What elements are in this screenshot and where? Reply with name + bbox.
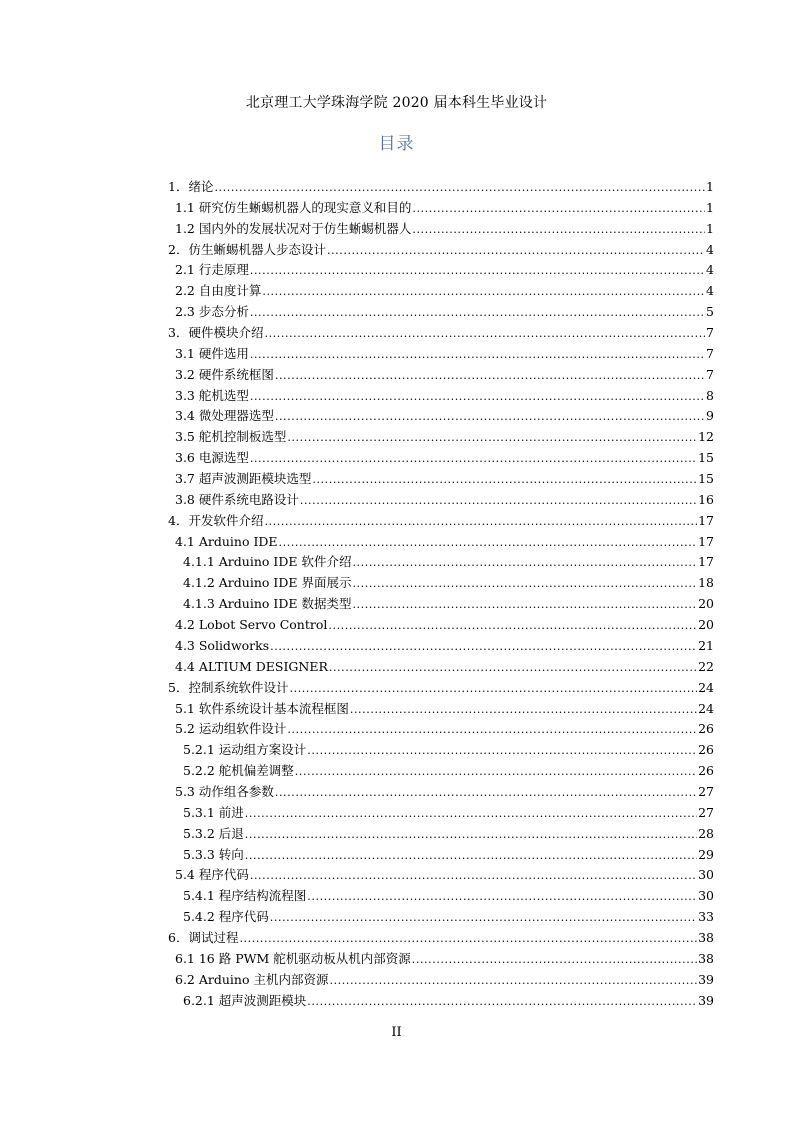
toc-entry[interactable] [183,552,714,572]
toc-entry-page: 22 [698,658,714,674]
toc-entry[interactable] [175,260,714,280]
toc-entry-page: 21 [698,637,714,653]
toc-entry-title: 5.2 运动组软件设计 [175,721,287,737]
toc-entry-page: 5 [706,304,714,320]
toc-dot-leader [328,616,697,636]
toc-entry[interactable] [175,970,714,990]
toc-entry-page: 12 [698,429,714,445]
toc-entry-page: 20 [698,596,714,612]
toc-entry-page: 26 [698,763,714,779]
toc-entry[interactable] [183,991,714,1011]
toc-dot-leader [287,720,697,740]
toc-entry-page: 20 [698,617,714,633]
toc-entry[interactable] [175,615,714,635]
toc-entry-page: 1 [706,199,714,215]
toc-dot-leader [275,407,705,427]
toc-entry[interactable] [175,469,714,489]
toc-entry-title: 6.2 Arduino 主机内部资源 [175,971,329,987]
toc-entry-page: 39 [698,992,714,1008]
toc-entry-page: 27 [698,804,714,820]
toc-entry-page: 24 [698,679,714,695]
toc-dot-leader [412,220,705,240]
toc-dot-leader [329,658,697,678]
toc-entry[interactable] [183,907,714,927]
toc-entry-page: 7 [706,366,714,382]
toc-dot-leader [412,950,697,970]
toc-dot-leader [312,470,697,490]
toc-entry-title: 1.1 研究仿生蜥蜴机器人的现实意义和目的 [175,199,412,215]
toc-dot-leader [307,887,697,907]
toc-entry[interactable] [175,532,714,552]
toc-entry-page: 26 [698,721,714,737]
toc-entry[interactable] [175,302,714,322]
toc-entry-title: 5.3 动作组各参数 [175,783,274,799]
toc-entry[interactable] [175,406,714,426]
toc-entry-page: 27 [698,783,714,799]
toc-dot-leader [250,261,705,281]
toc-dot-leader [329,971,697,991]
toc-entry[interactable] [183,824,714,844]
toc-entry-page: 15 [698,450,714,466]
toc-entry[interactable] [175,386,714,406]
toc-dot-leader [245,825,697,845]
toc-entry-title: 6．调试过程 [168,929,239,945]
page-title: 目录 [378,134,415,154]
toc-entry-page: 24 [698,700,714,716]
toc-entry-title: 5.3.1 前进 [183,804,244,820]
toc-entry-page: 17 [698,554,714,570]
toc-dot-leader [239,929,697,949]
toc-entry-title: 5．控制系统软件设计 [168,679,289,695]
toc-entry[interactable] [175,198,714,218]
toc-dot-leader [250,387,705,407]
toc-dot-leader [250,303,705,323]
toc-entry[interactable] [175,448,714,468]
toc-entry-title: 4.3 Solidworks [175,637,270,653]
toc-dot-leader [352,595,697,615]
toc-entry-title: 4.4 ALTIUM DESIGNER [175,658,328,674]
toc-dot-leader [250,345,705,365]
toc-entry-title: 5.4.1 程序结构流程图 [183,888,307,904]
toc-entry-title: 3.3 舵机选型 [175,387,249,403]
toc-entry-page: 30 [698,888,714,904]
page-header: 北京理工大学珠海学院 2020 届本科生毕业设计 [245,95,548,111]
toc-entry[interactable] [168,928,714,948]
toc-entry-title: 4.1.2 Arduino IDE 界面展示 [183,575,352,591]
toc-entry[interactable] [175,281,714,301]
toc-entry-page: 17 [698,512,714,528]
toc-dot-leader [289,679,697,699]
toc-entry-title: 1.2 国内外的发展状况对于仿生蜥蜴机器人 [175,220,412,236]
toc-entry[interactable] [175,782,714,802]
toc-entry-page: 29 [698,846,714,862]
toc-dot-leader [275,366,705,386]
toc-entry-title: 6.1 16 路 PWM 舵机驱动板从机内部资源 [175,950,411,966]
toc-dot-leader [350,700,697,720]
toc-dot-leader [214,178,705,198]
toc-dot-leader [307,741,697,761]
toc-dot-leader [262,282,705,302]
toc-entry[interactable] [175,365,714,385]
toc-entry-page: 4 [706,241,714,257]
toc-entry[interactable] [175,865,714,885]
toc-dot-leader [270,908,697,928]
toc-dot-leader [412,199,705,219]
toc-entry-title: 4.1.1 Arduino IDE 软件介绍 [183,554,352,570]
toc-entry-title: 5.3.2 后退 [183,825,244,841]
toc-dot-leader [245,804,697,824]
toc-entry[interactable] [168,511,714,531]
toc-entry-title: 4.1.3 Arduino IDE 数据类型 [183,596,352,612]
toc-dot-leader [250,449,697,469]
toc-dot-leader [250,866,697,886]
toc-entry-page: 38 [698,950,714,966]
toc-entry[interactable] [183,740,714,760]
toc-entry[interactable] [168,240,714,260]
toc-entry[interactable] [175,219,714,239]
toc-entry-title: 2．仿生蜥蜴机器人步态设计 [168,241,326,257]
toc-entry-page: 9 [706,408,714,424]
toc-dot-leader [295,762,697,782]
toc-entry[interactable] [183,845,714,865]
toc-entry-title: 5.2.1 运动组方案设计 [183,742,307,758]
toc-entry-page: 1 [706,220,714,236]
toc-entry-page: 28 [698,825,714,841]
toc-entry-title: 3.1 硬件选用 [175,345,249,361]
toc-entry-page: 15 [698,471,714,487]
toc-entry-title: 4.2 Lobot Servo Control [175,617,328,633]
toc-entry-title: 6.2.1 超声波测距模块 [183,992,307,1008]
toc-entry[interactable] [175,490,714,510]
toc-entry-page: 16 [698,491,714,507]
toc-entry-page: 30 [698,867,714,883]
toc-entry-page: 18 [698,575,714,591]
toc-dot-leader [264,512,697,532]
toc-dot-leader [352,574,697,594]
toc-dot-leader [352,553,697,573]
toc-dot-leader [279,533,698,553]
toc-entry-title: 4.1 Arduino IDE [175,533,278,549]
toc-entry[interactable] [183,886,714,906]
toc-entry-title: 3.7 超声波测距模块选型 [175,471,312,487]
toc-entry-page: 1 [706,179,714,194]
toc-entry-title: 1．绪论 [168,179,214,194]
toc-entry-page: 33 [698,909,714,925]
toc-entry-title: 5.4 程序代码 [175,867,249,883]
toc-entry[interactable] [175,719,714,739]
page-number: II [391,1025,402,1040]
toc-entry-page: 17 [698,533,714,549]
toc-entry[interactable] [175,636,714,656]
toc-entry[interactable] [175,699,714,719]
toc-entry[interactable] [175,344,714,364]
toc-entry[interactable] [183,594,714,614]
toc-entry-page: 7 [706,345,714,361]
toc-entry-title: 5.1 软件系统设计基本流程框图 [175,700,349,716]
toc-entry[interactable] [175,949,714,969]
toc-entry-title: 3.4 微处理器选型 [175,408,274,424]
toc-entry[interactable] [168,678,714,698]
toc-entry-page: 39 [698,971,714,987]
toc-entry-page: 8 [706,387,714,403]
toc-entry[interactable] [183,573,714,593]
toc-entry[interactable] [175,657,714,677]
toc-dot-leader [287,428,697,448]
toc-entry-page: 38 [698,929,714,945]
toc-entry-title: 3.6 电源选型 [175,450,249,466]
toc-entry-page: 4 [706,283,714,299]
toc-dot-leader [264,324,705,344]
toc-dot-leader [300,491,697,511]
toc-entry-title: 5.3.3 转向 [183,846,244,862]
toc-entry[interactable] [168,323,714,343]
toc-entry[interactable] [175,427,714,447]
toc-dot-leader [275,783,697,803]
toc-entry-page: 4 [706,262,714,278]
toc-entry-title: 2.3 步态分析 [175,304,249,320]
toc-entry[interactable] [183,761,714,781]
toc-dot-leader [245,846,697,866]
toc-entry-title: 3.2 硬件系统框图 [175,366,274,382]
toc-entry[interactable] [168,177,714,197]
toc-dot-leader [307,992,697,1012]
toc-entry-title: 5.2.2 舵机偏差调整 [183,763,294,779]
toc-entry-title: 3.8 硬件系统电路设计 [175,491,299,507]
toc-entry-title: 3.5 舵机控制板选型 [175,429,287,445]
toc-entry[interactable] [183,803,714,823]
toc-entry-title: 2.1 行走原理 [175,262,249,278]
toc-dot-leader [270,637,697,657]
toc-entry-title: 3．硬件模块介绍 [168,325,264,341]
toc-entry-page: 26 [698,742,714,758]
toc-dot-leader [327,241,705,261]
toc-entry-title: 4．开发软件介绍 [168,512,264,528]
toc-entry-page: 7 [706,325,714,341]
toc-entry-title: 2.2 自由度计算 [175,283,262,299]
toc-entry-title: 5.4.2 程序代码 [183,909,269,925]
